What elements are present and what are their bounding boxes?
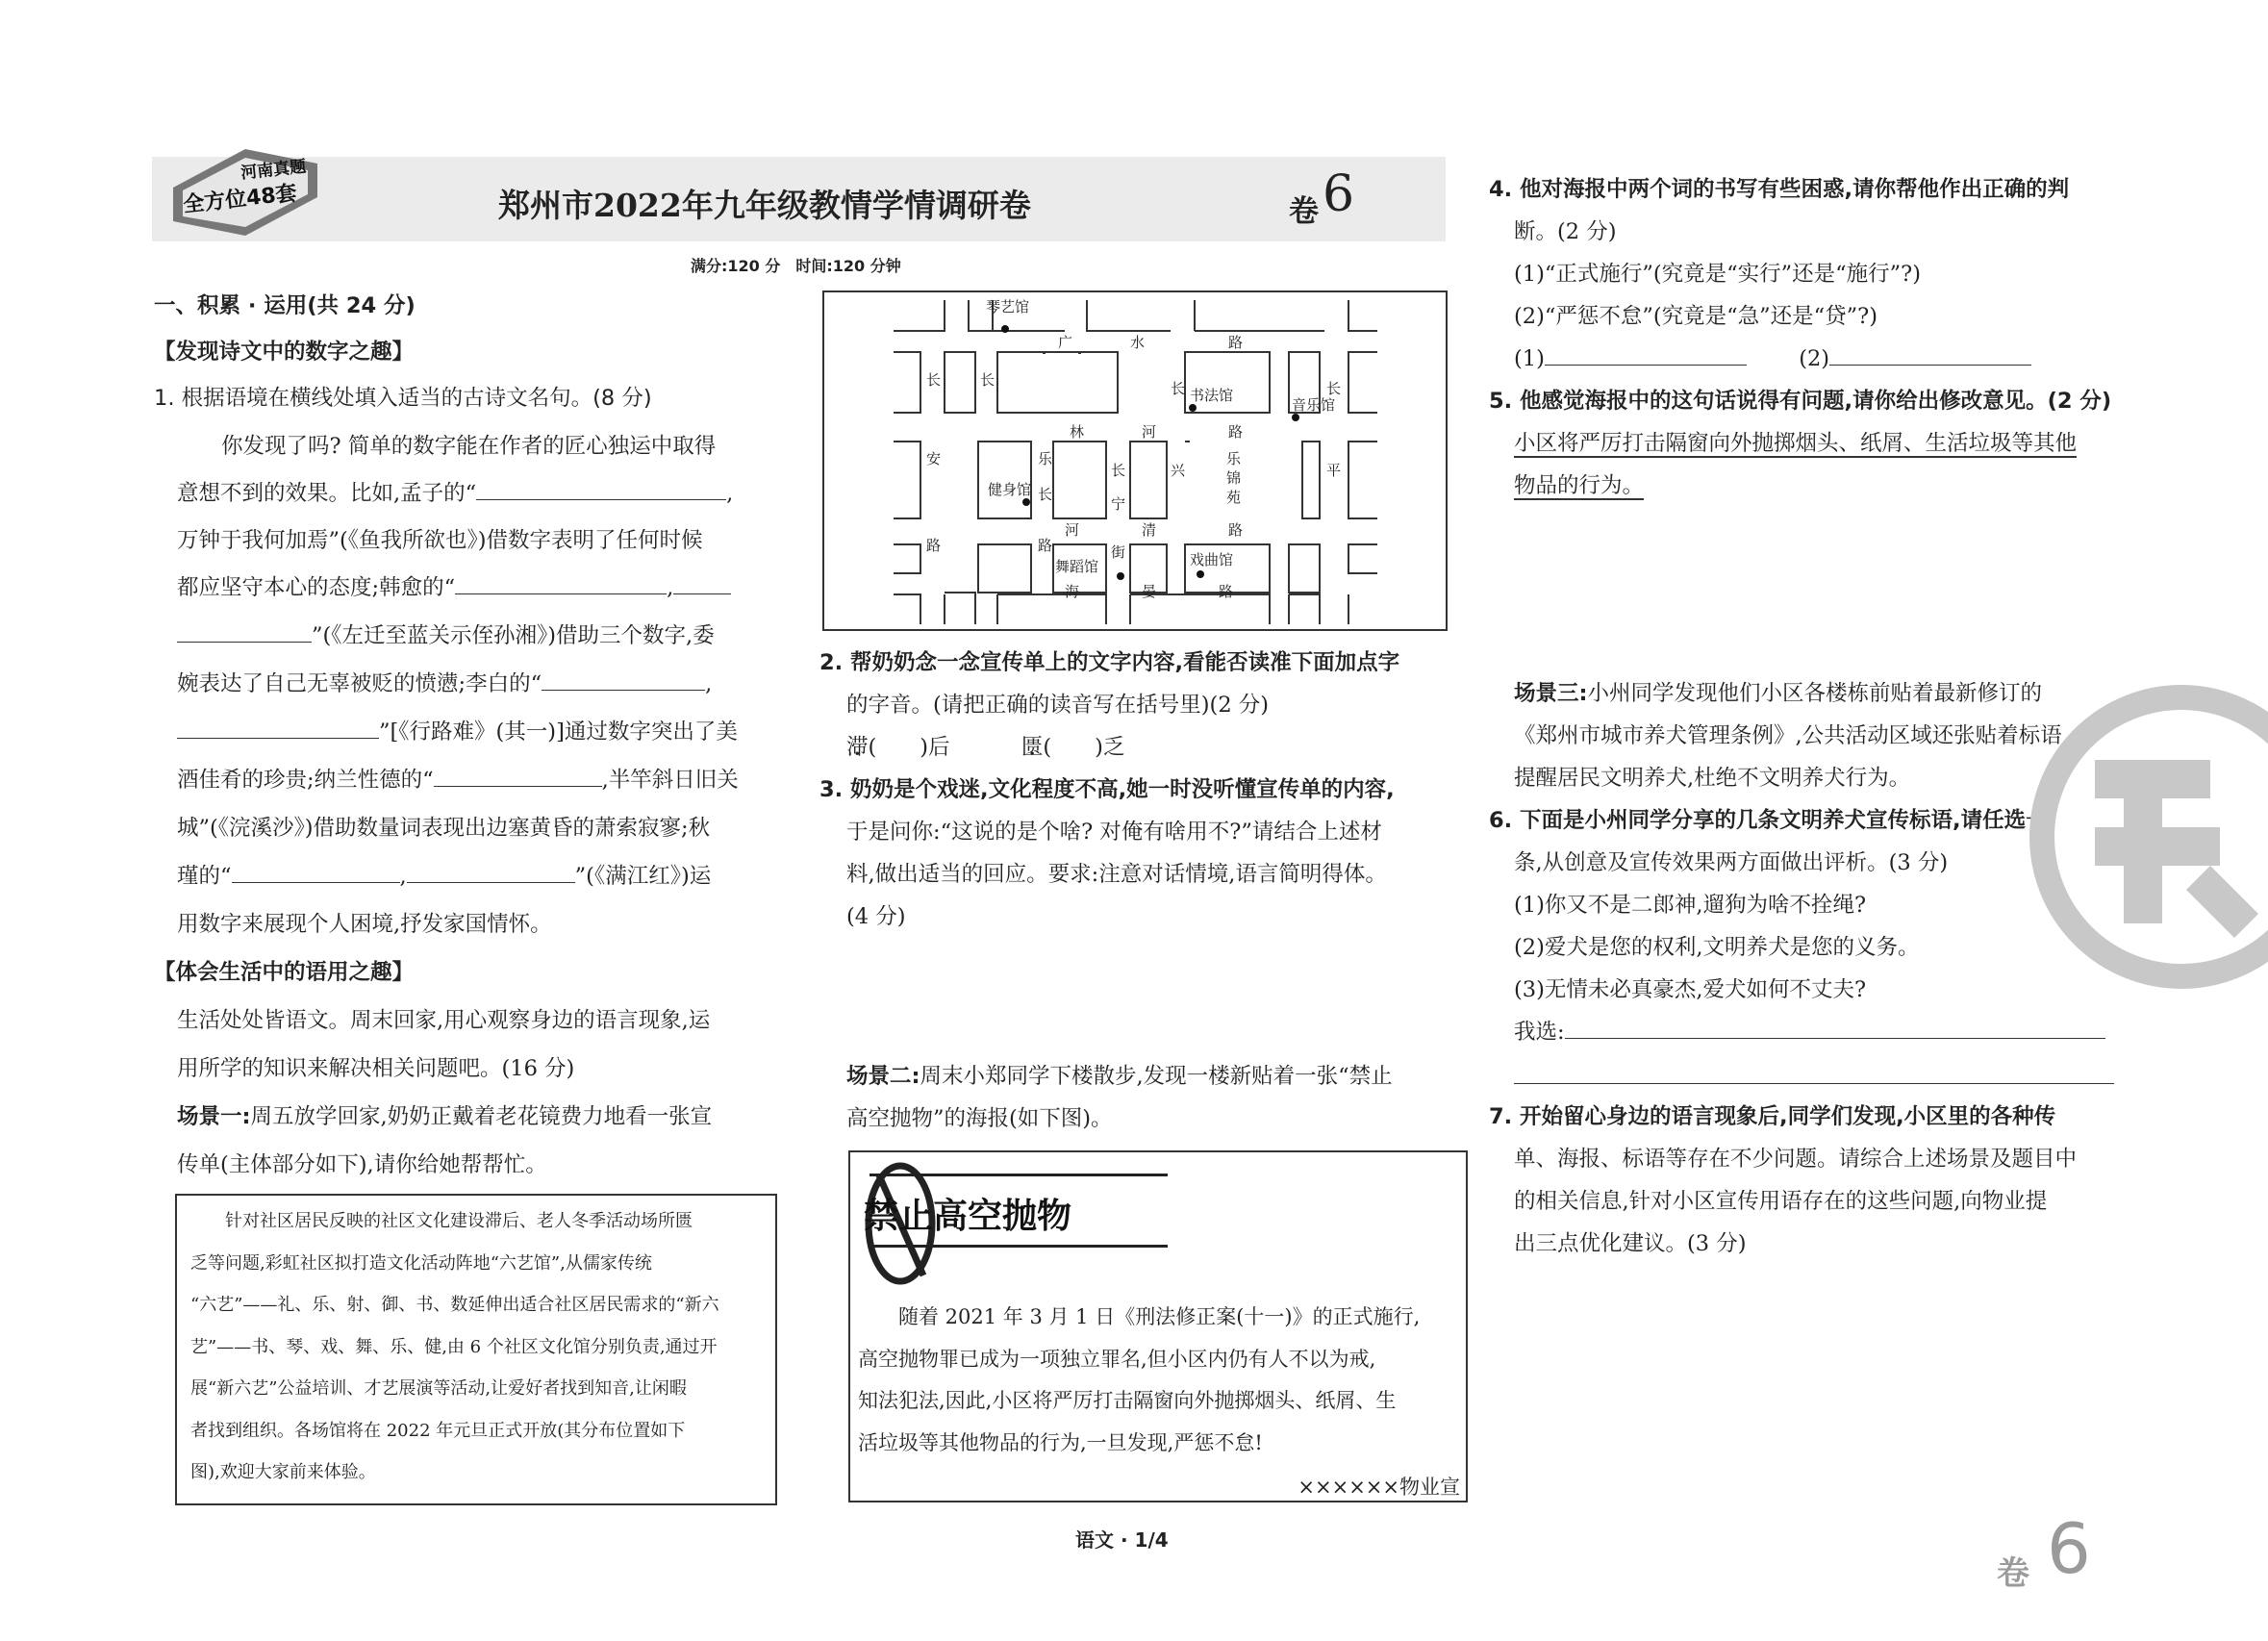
poster-title: 禁止高空抛物	[864, 1197, 1072, 1236]
question-3-line-3: 料,做出适当的回应。要求:注意对话情境,语言简明得体。	[846, 862, 1387, 887]
road-label: 宁	[1111, 495, 1126, 513]
pinyin-slot[interactable]: ( )后	[868, 735, 950, 760]
road-label: 路	[1219, 583, 1234, 600]
question-5-sentence-2	[1514, 466, 1644, 508]
park-label: 锦	[1226, 469, 1242, 487]
volume-number: 6	[1323, 165, 1355, 223]
answer-blank[interactable]	[673, 568, 731, 594]
answer-blank[interactable]	[177, 713, 379, 739]
q1-text: ”[《行路难》(其一)]通过数字突出了美	[379, 720, 738, 745]
poster-line: 随着 2021 年 3 月 1 日《刑法修正案(十一)》的正式施行,	[858, 1305, 1421, 1328]
park-label: 苑	[1226, 489, 1242, 506]
answer-blank[interactable]	[1829, 340, 2031, 366]
road-label: 晏	[1142, 583, 1157, 600]
question-2-line-2: 的字音。(请把正确的读音写在括号里)(2 分)	[846, 693, 1270, 718]
series-badge	[154, 144, 327, 240]
venue-label-jianshen: 健身馆	[988, 481, 1032, 498]
venue-marker	[1197, 570, 1204, 578]
answer-blank[interactable]	[434, 761, 602, 787]
question-3-text: 3. 奶奶是个戏迷,文化程度不高,她一时没听懂宣传单的内容,	[819, 777, 1395, 802]
question-4-answers	[1514, 339, 2031, 381]
poster-title-rule	[869, 1174, 1168, 1176]
scene-3-line-3: 提醒居民文明养犬,杜绝不文明养犬行为。	[1514, 766, 1911, 791]
q1-line-2	[177, 473, 733, 516]
watermark-seal-icon	[2018, 673, 2268, 1000]
q1-line-5	[177, 616, 715, 658]
question-1-text: 1. 根据语境在横线处填入适当的古诗文名句。(8 分)	[154, 386, 652, 411]
question-4-line-1	[1489, 169, 2069, 212]
poster-line: 活垃圾等其他物品的行为,一旦发现,严惩不怠!	[858, 1430, 1263, 1454]
answer-line[interactable]	[1514, 1083, 2114, 1084]
scene-2-text: 周末小郑同学下楼散步,发现一楼新贴着一张“禁止	[920, 1064, 1393, 1089]
venue-marker	[1189, 404, 1197, 412]
footer-volume-label: 卷	[1997, 1554, 2029, 1593]
road-label: 长	[1326, 380, 1342, 397]
answer-blank[interactable]	[407, 857, 575, 883]
road-label: 路	[1228, 423, 1244, 441]
question-6-line-2: 条,从创意及宣传效果两方面做出评析。(3 分)	[1514, 850, 1949, 875]
question-3-line-4: (4 分)	[846, 904, 906, 929]
venue-label-shufa: 书法馆	[1190, 387, 1234, 404]
road-label: 兴	[1171, 462, 1186, 479]
q1-line-4	[177, 568, 731, 610]
road-label: 街	[1111, 543, 1126, 561]
dotted-char: 滞	[846, 735, 869, 760]
venue-marker	[1292, 414, 1299, 421]
q1-line-8	[177, 760, 739, 802]
question-7-line-1	[1489, 1097, 2055, 1139]
question-4-text: 4. 他对海报中两个词的书写有些困惑,请你帮他作出正确的判	[1489, 177, 2070, 202]
answer-area-q3[interactable]	[846, 943, 1443, 1048]
venue-label-yinyue: 音乐馆	[1292, 396, 1336, 414]
badge-top-text: 河南真题	[239, 157, 308, 184]
scene-1-line-2: 传单(主体部分如下),请你给她帮帮忙。	[177, 1152, 547, 1177]
answer-blank[interactable]	[455, 568, 667, 594]
poster-signature: ××××××物业宣	[1298, 1476, 1460, 1499]
pinyin-slot[interactable]: ( )乏	[1043, 735, 1125, 760]
q1-line-6	[177, 664, 712, 706]
q1-line-3: 万钟于我何加焉”(《鱼我所欲也》)借数字表明了任何时候	[177, 528, 703, 553]
subsection-title: 【体会生活中的语用之趣】	[154, 960, 415, 985]
road-label: 长	[926, 371, 942, 389]
q1-text: ”(《左迁至蓝关示侄孙湘》)借助三个数字,委	[312, 623, 715, 648]
flyer-box	[175, 1194, 777, 1505]
question-2-text: 2. 帮奶奶念一念宣传单上的文字内容,看能否读准下面加点字	[819, 650, 1400, 675]
venue-marker	[1022, 498, 1030, 506]
question-7-line-4: 出三点优化建议。(3 分)	[1514, 1231, 1747, 1256]
venue-label-xiqu: 戏曲馆	[1190, 551, 1234, 568]
question-1	[154, 378, 652, 420]
page-title: 郑州市2022年九年级教情学情调研卷	[498, 187, 1031, 224]
answer-blank[interactable]	[177, 617, 312, 643]
scene-3-label: 场景三:	[1514, 681, 1588, 706]
flyer-line: 针对社区居民反映的社区文化建设滞后、老人冬季活动场所匮	[190, 1211, 693, 1231]
road-label: 长	[980, 371, 995, 389]
flyer-line: 乏等问题,彩虹社区拟打造文化活动阵地“六艺馆”,从儒家传统	[190, 1252, 652, 1274]
question-3-line-2: 于是问你:“这说的是个啥? 对俺有啥用不?”请结合上述材	[846, 820, 1382, 845]
q1-text: ,	[399, 864, 407, 889]
road-label: 广	[1058, 334, 1073, 351]
answer-blank[interactable]	[1545, 340, 1747, 366]
scene-3-line-2: 《郑州市城市养犬管理条例》,公共活动区域还张贴着标语,	[1514, 723, 2069, 748]
road-label: 长	[1038, 486, 1053, 503]
map-svg	[824, 292, 1446, 629]
road-label: 路	[1228, 521, 1244, 539]
flyer-line: 艺”——书、琴、戏、舞、乐、健,由 6 个社区文化馆分别负责,通过开	[190, 1336, 718, 1357]
footer-volume-number: 6	[2047, 1508, 2091, 1589]
scene-3-text: 小州同学发现他们小区各楼栋前贴着最新修订的	[1587, 681, 2043, 706]
flyer-line: “六艺”——礼、乐、射、御、书、数延伸出适合社区居民需求的“新六	[190, 1295, 719, 1315]
question-7-line-2: 单、海报、标语等存在不少问题。请综合上述场景及题目中	[1514, 1147, 2078, 1172]
question-6-option-2: (2)爱犬是您的权利,文明养犬是您的义务。	[1514, 935, 1920, 960]
scene-2-label: 场景二:	[846, 1064, 920, 1089]
question-7-text: 7. 开始留心身边的语言现象后,同学们发现,小区里的各种传	[1489, 1104, 2056, 1129]
q1-text: ,	[667, 575, 674, 600]
question-3-line-1	[819, 770, 1395, 812]
scene-1-text: 周五放学回家,奶奶正戴着老花镜费力地看一张宣	[250, 1104, 713, 1129]
flyer-line: 图),欢迎大家前来体验。	[190, 1462, 376, 1482]
exam-meta: 满分:120 分 时间:120 分钟	[691, 257, 901, 275]
q1-text: ,	[705, 671, 713, 696]
question-2-items	[846, 727, 1124, 770]
underlined-sentence: 物品的行为。	[1514, 473, 1645, 498]
question-6-line-1	[1489, 800, 2048, 843]
section-title: 一、积累 · 运用(共 24 分)	[154, 293, 416, 318]
question-5-text: 5. 他感觉海报中的这句话说得有问题,请你给出修改意见。(2 分)	[1489, 389, 2112, 414]
road-label: 安	[926, 450, 942, 467]
q1-text: ”(《满江红》)运	[574, 864, 712, 889]
venue-marker	[1001, 325, 1009, 333]
venue-map	[822, 290, 1448, 631]
road-label: 平	[1326, 462, 1342, 479]
question-6-text: 6. 下面是小州同学分享的几条文明养犬宣传标语,请任选一	[1489, 808, 2048, 833]
underlined-sentence: 小区将严厉打击隔窗向外抛掷烟头、纸屑、生活垃圾等其他	[1514, 431, 2078, 456]
park-label: 乐	[1226, 450, 1242, 467]
poster-title-rule	[869, 1245, 1168, 1248]
q1-line-11: 用数字来展现个人困境,抒发家国情怀。	[177, 912, 552, 937]
road-label: 水	[1130, 334, 1146, 351]
scene-3-line-1	[1514, 673, 2042, 716]
volume-label: 卷	[1289, 194, 1319, 229]
question-5-sentence	[1514, 423, 2077, 466]
q1-line-1: 你发现了吗? 简单的数字能在作者的匠心独运中取得	[221, 434, 717, 459]
road-label: 海	[1065, 583, 1080, 600]
q1-text: 瑾的“	[177, 864, 232, 889]
scene-2-line-1	[846, 1056, 1393, 1098]
question-6-option-3: (3)无情未必真豪杰,爱犬如何不丈夫?	[1514, 977, 1867, 1002]
road-label: 河	[1065, 521, 1080, 539]
map-labels	[926, 298, 1341, 600]
choice-label: 我选:	[1514, 1020, 1565, 1045]
question-6-option-1: (1)你又不是二郎神,遛狗为啥不拴绳?	[1514, 893, 1867, 918]
answer-blank[interactable]	[1565, 1013, 2105, 1039]
venue-label-wudao: 舞蹈馆	[1055, 558, 1099, 575]
q1-text: ,半竿斜日旧关	[601, 768, 739, 793]
answer-area-q5[interactable]	[1514, 510, 2110, 664]
poster-line: 高空抛物罪已成为一项独立罪名,但小区内仍有人不以为戒,	[858, 1347, 1376, 1371]
question-6-choice	[1514, 1012, 2105, 1054]
road-label: 长	[1171, 380, 1186, 397]
road-label: 清	[1142, 521, 1157, 539]
flyer-line: 者找到组织。各场馆将在 2022 年元旦正式开放(其分布位置如下	[190, 1420, 686, 1441]
dotted-char: 匮	[1021, 735, 1044, 760]
q1-line-9: 城”(《浣溪沙》)借助数量词表现出边塞黄昏的萧索寂寥;秋	[177, 816, 711, 841]
poster-box	[848, 1150, 1468, 1502]
q1-text: ,	[726, 481, 734, 506]
road-label: 路	[1038, 537, 1053, 554]
question-4-line-2: 断。(2 分)	[1514, 219, 1617, 244]
flyer-line: 展“新六艺”公益培训、才艺展演等活动,让爱好者找到知音,让闲暇	[190, 1378, 687, 1399]
road-label: 长	[1111, 462, 1126, 479]
road-label: 乐	[1038, 450, 1053, 467]
intro-line-1: 生活处处皆语文。周末回家,用心观察身边的语言现象,运	[177, 1008, 711, 1033]
poster-body	[858, 1297, 1420, 1464]
q1-line-10	[177, 856, 711, 898]
scene-1-line-1	[177, 1097, 712, 1139]
badge-main-text: 全方位48套	[182, 181, 298, 218]
scene-1-label: 场景一:	[177, 1104, 251, 1129]
page-number: 语文 · 1/4	[1075, 1528, 1169, 1552]
q1-text: 婉表达了自己无辜被贬的愤懑;李白的“	[177, 671, 542, 696]
venue-label-qinyi: 琴艺馆	[986, 298, 1030, 316]
question-4-item-1: (1)“正式施行”(究竟是“实行”还是“施行”?)	[1514, 262, 1922, 287]
answer-label: (1)	[1514, 346, 1545, 371]
answer-blank[interactable]	[542, 665, 705, 691]
road-label: 路	[1228, 334, 1244, 351]
scene-2-line-2: 高空抛物”的海报(如下图)。	[846, 1106, 1113, 1131]
subsection-title: 【发现诗文中的数字之趣】	[154, 340, 415, 365]
answer-blank[interactable]	[232, 857, 400, 883]
intro-line-2: 用所学的知识来解决相关问题吧。(16 分)	[177, 1056, 575, 1081]
road-label: 林	[1070, 423, 1085, 441]
answer-area-q7[interactable]	[1514, 1270, 2110, 1491]
road-label: 路	[926, 537, 942, 554]
q1-line-7	[177, 712, 738, 754]
answer-label: (2)	[1799, 346, 1830, 371]
venue-marker	[1117, 572, 1124, 580]
question-5-line-1	[1489, 381, 2111, 423]
q1-text: 都应坚守本心的态度;韩愈的“	[177, 575, 456, 600]
question-7-line-3: 的相关信息,针对小区宣传用语存在的这些问题,向物业提	[1514, 1189, 2048, 1214]
q1-text: 酒佳肴的珍贵;纳兰性德的“	[177, 768, 434, 793]
q1-text: 意想不到的效果。比如,孟子的“	[177, 481, 477, 506]
road-label: 河	[1142, 423, 1157, 441]
poster-line: 知法犯法,因此,小区将严厉打击隔窗向外抛掷烟头、纸屑、生	[858, 1389, 1397, 1412]
question-4-item-2: (2)“严惩不怠”(究竟是“急”还是“贷”?)	[1514, 304, 1878, 329]
question-2-line-1	[819, 643, 1399, 685]
answer-blank[interactable]	[476, 474, 726, 500]
